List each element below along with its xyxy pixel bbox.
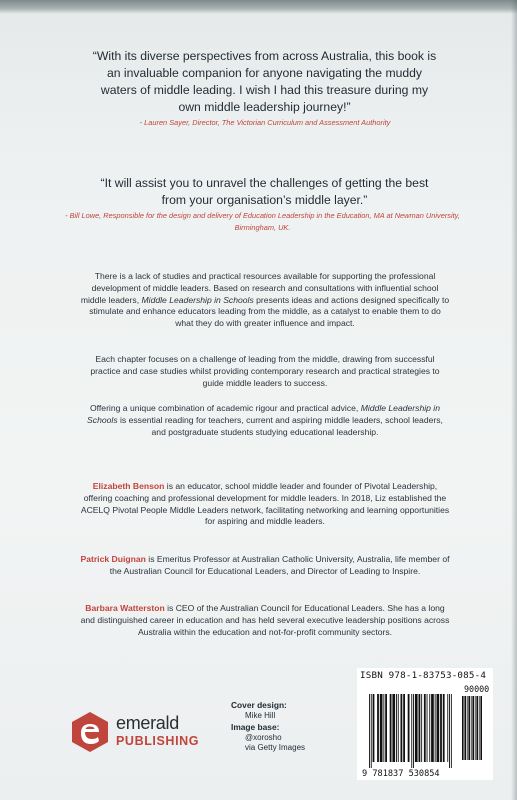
author-name: Patrick Duignan [80,554,146,564]
emerald-logo-icon [70,711,110,753]
image-base-label: Image base: [231,721,280,732]
author-bio-text: is CEO of the Australian Council for Educational Leaders. She has a long and distinguished career in education and has held several executive leadership positions across Australia within the education and not-for-profit community sectors. [80,603,450,637]
book-title-italic: Middle Leadership in Schools [87,403,440,425]
right-edge-shadow [511,0,517,800]
description-paragraph-3 [80,403,450,438]
isbn-label: ISBN 978-1-83753-085-4 [360,670,487,681]
description-paragraph-1 [80,271,450,330]
endorsement-quote-2: “It will assist you to unravel the challenges of getting the best from your organisation’s middle layer.” [100,176,429,207]
description-text: There is a lack of studies and practical resources available for supporting the professional development of middle leaders. Based on research and consultations with influential school middle leaders, [80,271,439,305]
description-paragraph-2: Each chapter focuses on a challenge of leading from the middle, drawing from successful practice and case studies whilst providing contemporary research and practical strategies to guide middle leaders to success. [90,354,440,388]
endorsement-attribution-1: - Lauren Sayer, Director, The Victorian Curriculum and Assessment Authority [139,118,391,127]
book-title-italic: Middle Leadership in Schools [141,294,254,305]
image-base-source: via Getty Images [245,743,306,752]
isbn-barcode-box [357,668,493,780]
endorsement-quote-1: “With its diverse perspectives from across Australia, this book is an invaluable companion for anyone navigating the muddy waters of middle leading. I wish I had this treasure during my own middle leadership journey!” [92,49,437,114]
svg-text:9 781837 530854: 9 781837 530854 [362,769,440,778]
publisher-name: emerald [116,713,179,733]
description-text: Offering a unique combination of academic rigour and practical advice, [89,403,361,413]
image-base-value: @xorosho [245,732,282,742]
author-name: Elizabeth Benson [92,481,165,491]
description-text: is essential reading for teachers, current and aspiring middle leaders, school leaders, and postgraduate students studying educational leadership. [117,414,443,437]
cover-design-value: Mike Hill [245,711,276,720]
author-name: Barbara Watterston [85,603,165,613]
author-bio-1 [80,481,450,528]
author-bio-3 [80,603,450,638]
cover-design-label: Cover design: [231,700,287,710]
cover-credits [231,700,351,754]
endorsement-attribution-2: - Bill Lowe, Responsible for the design and delivery of Education Leadership in the Education, MA at Newman University, Birmingham, UK. [65,211,460,232]
publisher-subname: PUBLISHING [116,734,200,748]
top-band [0,0,517,14]
barcode-icon [360,684,490,778]
author-bio-text: is an educator, school middle leader and founder of Pivotal Leadership, offering coaching and professional development for middle leaders. In 2018, Liz established the ACELQ Pivotal People Middle Leaders network, facilitating networking and learning opportunities for aspiring and middle leaders. [80,481,450,527]
svg-text:90000: 90000 [464,684,490,694]
description-text: presents ideas and actions designed specifically to stimulate and enhance educators leading from the middle, as a catalyst to enable them to do what they do with greater influence and impact. [89,294,450,329]
author-bio-2 [80,554,450,578]
author-bio-text: is Emeritus Professor at Australian Catholic University, Australia, life member of the Australian Council for Educational Leaders, and Director of Leading to Inspire. [109,554,450,576]
